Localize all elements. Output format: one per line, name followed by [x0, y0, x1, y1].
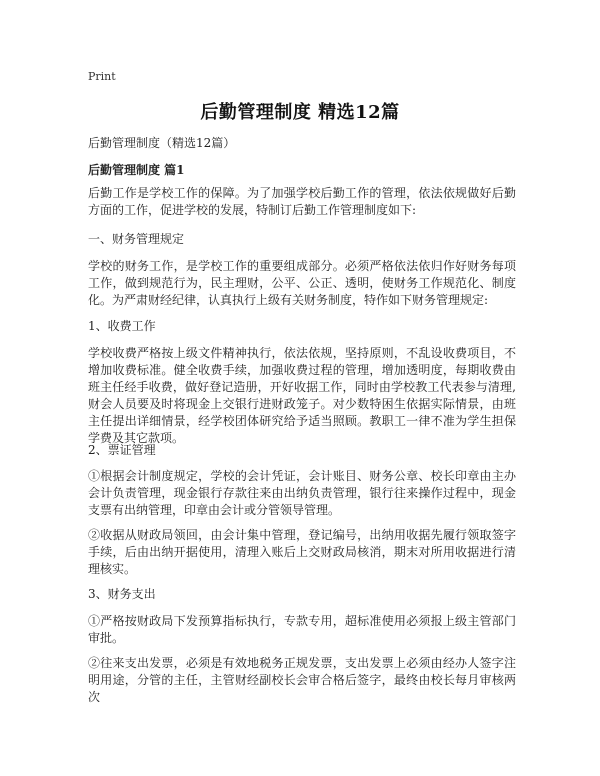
heading-vouchers: 2、票证管理	[88, 443, 156, 457]
heading-fees: 1、收费工作	[88, 319, 156, 333]
paragraph-expenditure-2: ②往来支出发票，必须是有效地税务正规发票，支出发票上必须由经办人签字注明用途，分管的主任，主管财经副校长会审合格后签字，最终由校长每月审核两次	[88, 656, 516, 704]
heading-finance-rules: 一、财务管理规定	[88, 232, 185, 246]
paragraph-vouchers-1: ①根据会计制度规定，学校的会计凭证，会计账目、财务公章、校长印章由主办会计负责管理，现金银行存款往来由出纳负责管理，银行往来操作过程中，现金支票有出纳管理，印章由会计或分管领导管理。	[88, 469, 516, 517]
paragraph-finance-overview: 学校的财务工作，是学校工作的重要组成部分。必须严格依法依归作好财务每项工作，做到规范行为，民主理财，公平、公正、透明，使财务工作规范化、制度化。为严肃财经纪律，认真执行上级有关财务制度，特作如下财务管理规定:	[88, 259, 516, 307]
subtitle: 后勤管理制度（精选12篇）	[88, 136, 236, 150]
print-label[interactable]: Print	[88, 70, 116, 83]
paragraph-fees: 学校收费严格按上级文件精神执行，依法依规，坚持原则，不乱设收费项目，不增加收费标准。健全收费手续，加强收费过程的管理，增加透明度，每期收费由班主任经手收费，做好登记造册，开好收据工作，同时由学校教工代表参与清理,财会人员要及时将现金上交银行进财政笼子。对少数特困生依据实际情景，由班主任提出详细情景，经学校团体研究给予适当照顾。教职工一律不准为学生担保学费及其它款项。	[88, 346, 516, 445]
heading-expenditure: 3、财务支出	[88, 587, 156, 601]
section-heading: 后勤管理制度 篇1	[88, 163, 185, 177]
paragraph-vouchers-2: ②收据从财政局领回，由会计集中管理，登记编号，出纳用收据先履行领取签字手续，后由出纳开据使用，清理入账后上交财政局核消，期末对所用收据进行清理核实。	[88, 528, 516, 576]
page-title: 后勤管理制度 精选12篇	[200, 102, 400, 123]
paragraph-expenditure-1: ①严格按财政局下发预算指标执行，专款专用，超标准使用必须报上级主管部门审批。	[88, 614, 516, 645]
intro-paragraph: 后勤工作是学校工作的保障。为了加强学校后勤工作的管理，依法依规做好后勤方面的工作，促进学校的发展，特制订后勤工作管理制度如下:	[88, 186, 516, 217]
